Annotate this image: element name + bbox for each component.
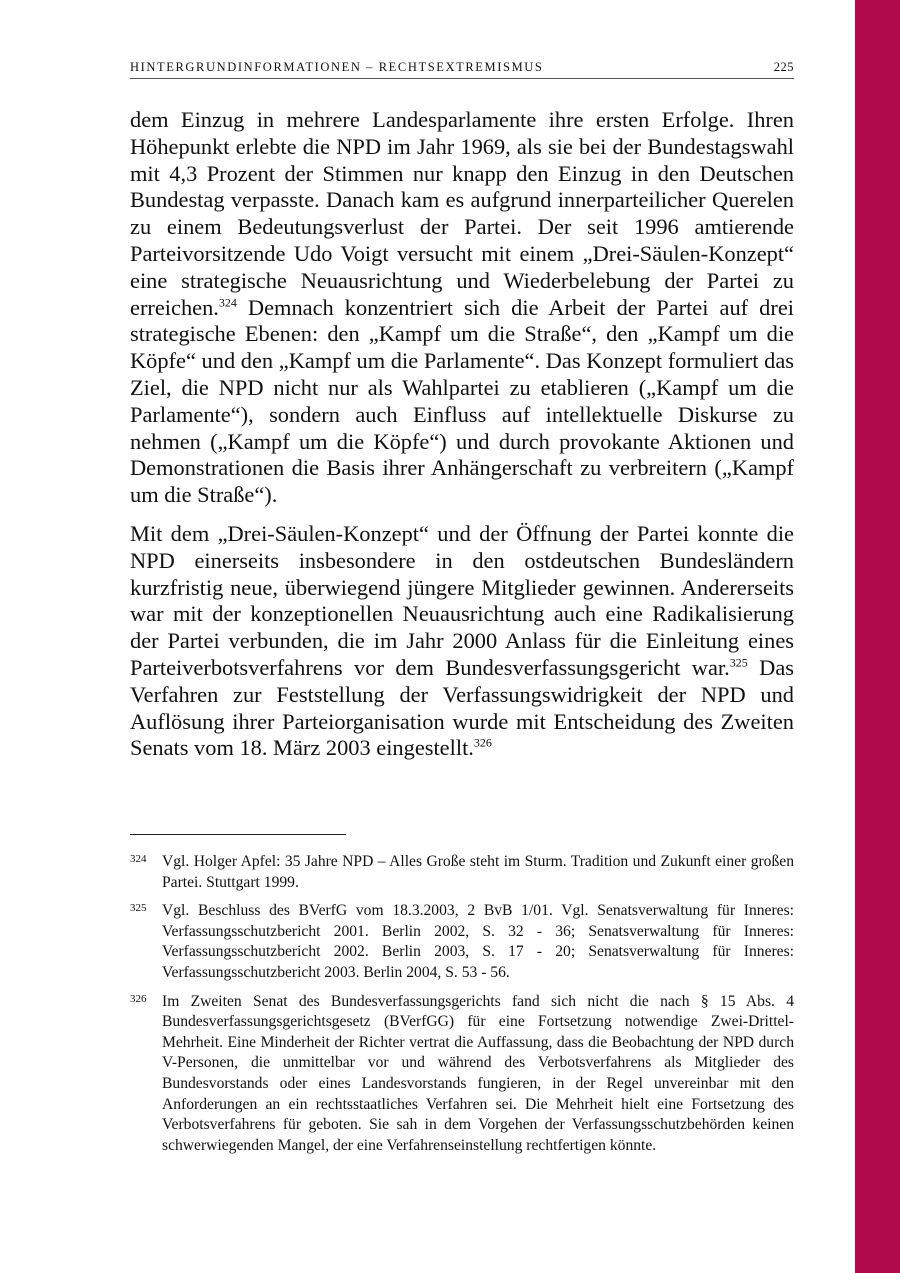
footnote-325 (130, 901, 794, 983)
footnote-text: Im Zweiten Senat des Bundesverfassungsgerichts fand sich nicht die nach § 15 Abs. 4 Bundesverfassungsgerichtsgesetz (BVerfGG) für eine Fortsetzung notwendige Zwei-Drittel-Mehrheit. Eine Minderheit der Richter vertrat die Auffassung, dass die Beobachtung der NPD durch V-Personen, die unmittelbar vor und während des Verbotsverfahrens als Mitglieder des Bundesvorstands oder eines Landesvorstands fungieren, in der Regel unvereinbar mit den Anforderungen an ein rechtsstaatliches Verfahren sei. Die Mehrheit hielt eine Fortsetzung des Verbotsverfahrens für geboten. Sie sah in dem Vorgehen der Verfassungsschutzbehörden keinen schwerwiegenden Mangel, der eine Verfahrenseinstellung rechtfertigen könnte. (162, 992, 794, 1154)
paragraph-2-text-b: Das Verfahren zur Feststellung der Verfassungswidrigkeit der NPD und Auflösung ihrer Parteiorganisation wurde mit Entscheidung des Zweiten Senats vom 18. März 2003 eingestellt. (130, 654, 794, 761)
footnote-text: Vgl. Holger Apfel: 35 Jahre NPD – Alles Große steht im Sturm. Tradition und Zukunft einer großen Partei. Stuttgart 1999. (162, 853, 794, 891)
side-color-bar (855, 0, 900, 1273)
paragraph-1-text-a: dem Einzug in mehrere Landesparlamente ihre ersten Erfolge. Ihren Höhepunkt erlebte die NPD im Jahr 1969, als sie bei der Bundestagswahl mit 4,3 Prozent der Stimmen nur knapp den Einzug in den Deutschen Bundestag verpasste. Danach kam es aufgrund innerparteilicher Querelen zu einem Bedeutungsverlust der Partei. Der seit 1996 amtierende Parteivorsitzende Udo Voigt versucht mit einem „Drei-Säulen-Konzept“ eine strategische Neuausrichtung und Wiederbelebung der Partei zu erreichen. (130, 107, 794, 320)
footnote-324 (130, 852, 794, 893)
paragraph-1 (130, 107, 794, 509)
footnote-text: Vgl. Beschluss des BVerfG vom 18.3.2003, 2 BvB 1/01. Vgl. Senatsverwaltung für Inneres: Verfassungsschutzbericht 2001. Berlin 2002, S. 32 - 36; Senatsverwaltung für Inneres: Verfassungsschutzbericht 2002. Berlin 2003, S. 17 - 20; Senatsverwaltung für Inneres: Verfassungsschutzbericht 2003. Berlin 2004, S. 53 - 56. (162, 902, 794, 981)
footnote-326 (130, 992, 794, 1157)
paragraph-2 (130, 521, 794, 762)
footnote-number: 326 (130, 992, 147, 1005)
footnote-number: 325 (130, 902, 147, 915)
footnote-ref-326[interactable]: 326 (473, 735, 492, 750)
body-text (130, 107, 794, 774)
footnote-ref-325[interactable]: 325 (729, 655, 748, 670)
running-header (130, 60, 794, 79)
page-number: 225 (773, 60, 794, 74)
footnote-separator (130, 834, 346, 835)
paragraph-2-text-a: Mit dem „Drei-Säulen-Konzept“ und der Öffnung der Partei konnte die NPD einerseits insbesondere in den ostdeutschen Bundesländern kurzfristig neue, überwiegend jüngere Mitglieder gewinnen. Andererseits war mit der konzeptionellen Neuausrichtung auch eine Radikalisierung der Partei verbunden, die im Jahr 2000 Anlass für die Einleitung eines Parteiverbotsverfahrens vor dem Bundesverfassungsgericht war. (130, 520, 794, 680)
footnotes (130, 852, 794, 1164)
paragraph-1-text-b: Demnach konzentriert sich die Arbeit der Partei auf drei strategische Ebenen: den „Kampf um die Straße“, den „Kampf um die Köpfe“ und den „Kampf um die Parlamente“. Das Konzept formuliert das Ziel, die NPD nicht nur als Wahlpartei zu etablieren („Kampf um die Parlamente“), sondern auch Einfluss auf intellektuelle Diskurse zu nehmen („Kampf um die Köpfe“) und durch provokante Aktionen und Demonstrationen die Basis ihrer Anhängerschaft zu verbreitern („Kampf um die Straße“). (130, 294, 794, 508)
footnote-ref-324[interactable]: 324 (218, 295, 237, 310)
running-title: HINTERGRUNDINFORMATIONEN – RECHTSEXTREMISMUS (130, 60, 544, 74)
footnote-number: 324 (130, 853, 147, 865)
